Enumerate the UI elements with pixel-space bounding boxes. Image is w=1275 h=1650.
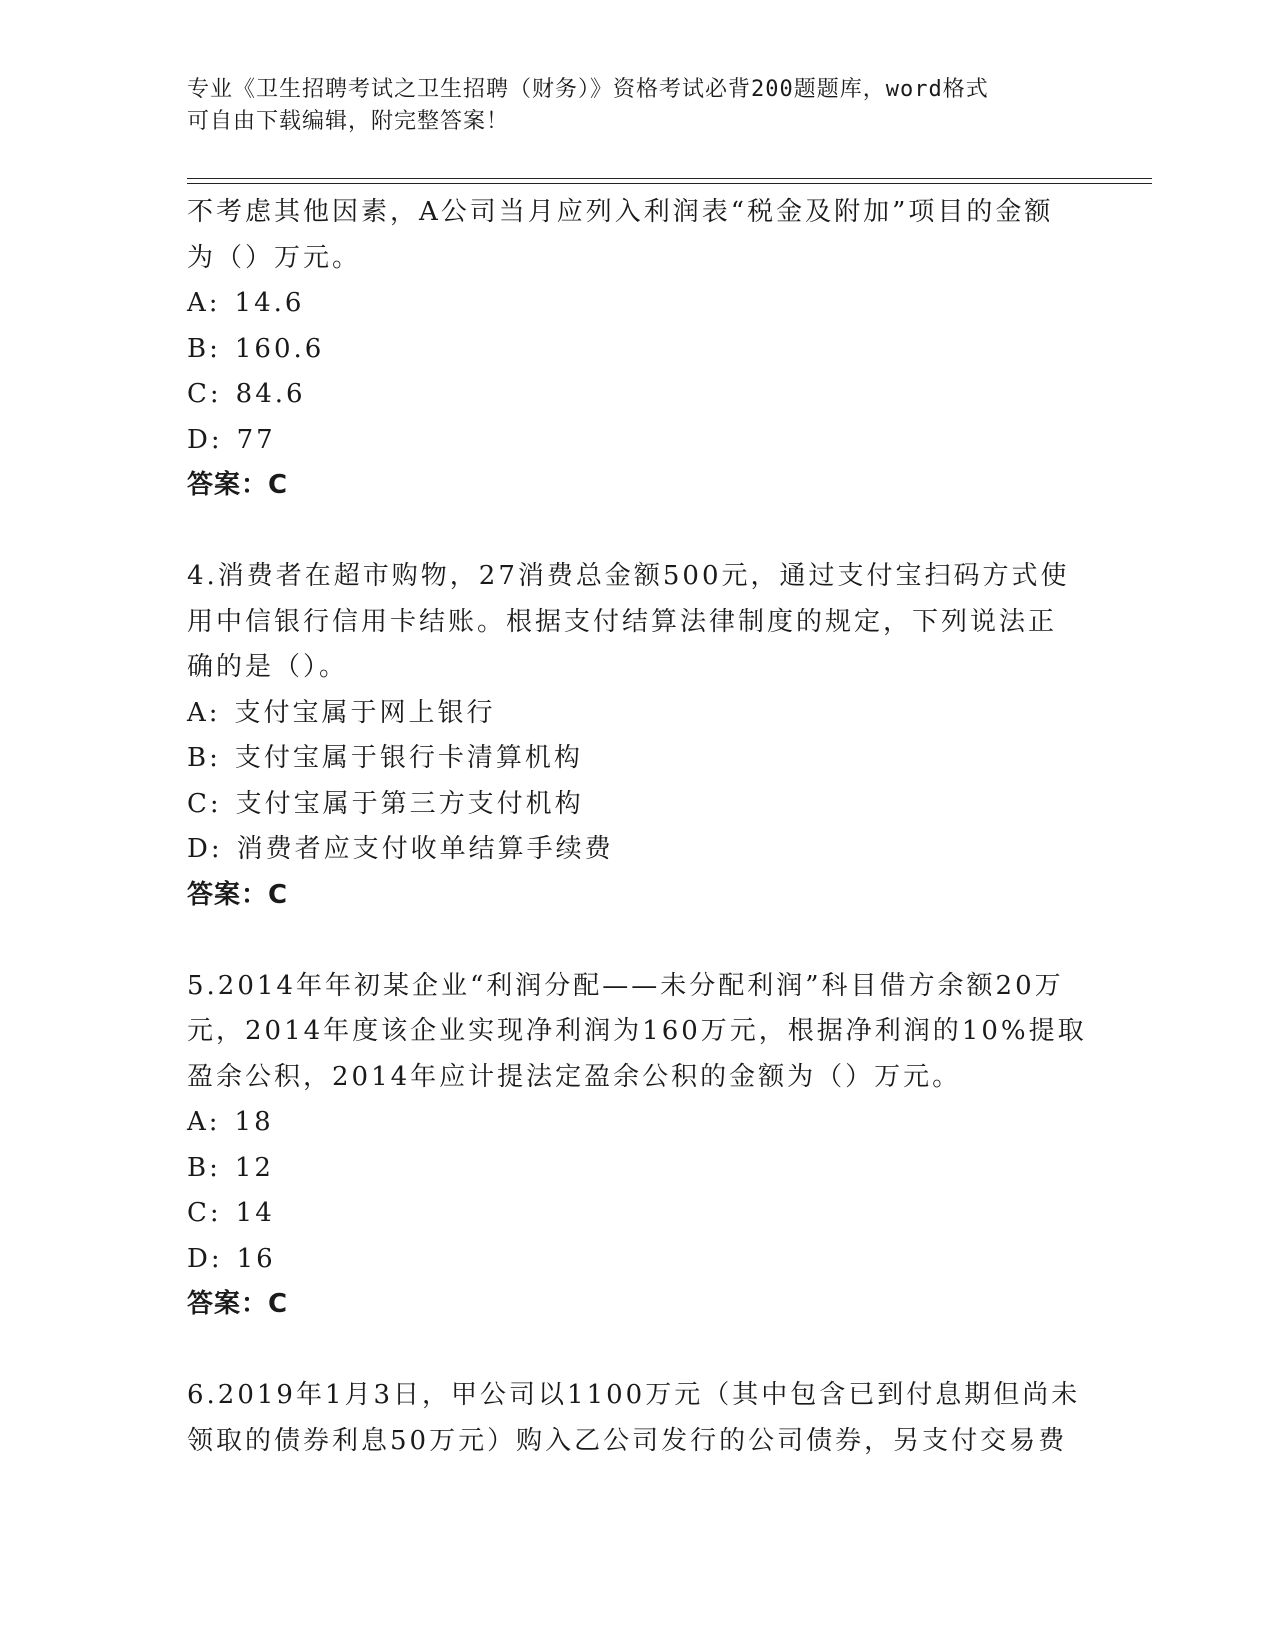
- question-3: [187, 190, 1087, 509]
- question-stem-line: 盈余公积，2014年应计提法定盈余公积的金额为（）万元。: [187, 1061, 962, 1092]
- option-c: C: 支付宝属于第三方支付机构: [187, 788, 584, 819]
- option-b: B: 160.6: [187, 333, 325, 364]
- document-header: [187, 74, 1087, 138]
- header-title-line-2: 可自由下载编辑，附完整答案！: [187, 109, 510, 134]
- question-stem-line: 5.2014年年初某企业“利润分配——未分配利润”科目借方余额20万: [187, 970, 1064, 1001]
- question-stem-line: 领取的债券利息50万元）购入乙公司发行的公司债券，另支付交易费: [187, 1425, 1068, 1456]
- question-stem-line: 确的是（）。: [187, 652, 349, 682]
- option-b: B: 支付宝属于银行卡清算机构: [187, 743, 583, 773]
- question-stem-line: 元，2014年度该企业实现净利润为160万元，根据净利润的10%提取: [187, 1016, 1087, 1046]
- header-rule-top: [187, 178, 1152, 179]
- option-a: A: 14.6: [187, 288, 305, 318]
- option-d: D: 消费者应支付收单结算手续费: [187, 834, 614, 864]
- answer: 答案：C: [187, 1289, 289, 1319]
- question-stem-line: 为（）万元。: [187, 242, 362, 273]
- option-a: A: 18: [187, 1107, 274, 1137]
- question-stem-line: 4.消费者在超市购物，27消费总金额500元，通过支付宝扫码方式使: [187, 561, 1070, 591]
- question-stem-line: 不考虑其他因素，A公司当月应列入利润表“税金及附加”项目的金额: [187, 197, 1054, 227]
- answer: 答案：C: [187, 879, 289, 910]
- question-content: [187, 190, 1087, 1464]
- question-stem-line: 6.2019年1月3日，甲公司以1100万元（其中包含已到付息期但尚未: [187, 1380, 1081, 1410]
- question-5: [187, 964, 1087, 1328]
- question-6: [187, 1373, 1087, 1464]
- answer: 答案：C: [187, 470, 289, 500]
- option-c: C: 84.6: [187, 379, 306, 409]
- option-b: B: 12: [187, 1152, 274, 1183]
- question-4: [187, 554, 1087, 918]
- option-d: D: 16: [187, 1243, 276, 1274]
- option-d: D: 77: [187, 424, 276, 455]
- header-rule-bottom: [187, 183, 1152, 184]
- header-title-line-1: 专业《卫生招聘考试之卫生招聘（财务）》资格考试必背200题题库，word格式: [187, 77, 989, 102]
- question-stem-line: 用中信银行信用卡结账。根据支付结算法律制度的规定，下列说法正: [187, 606, 1058, 637]
- option-a: A: 支付宝属于网上银行: [187, 697, 496, 728]
- option-c: C: 14: [187, 1198, 275, 1228]
